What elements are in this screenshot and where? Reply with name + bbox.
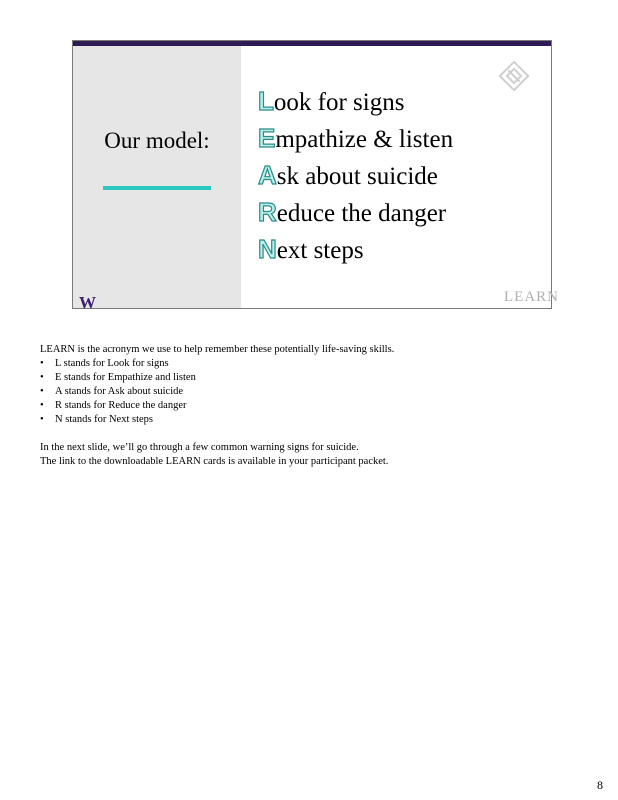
uw-logo-icon: W bbox=[79, 293, 96, 312]
bullet-icon: • bbox=[40, 358, 44, 369]
list-item bbox=[40, 371, 600, 385]
learn-item-n bbox=[258, 233, 453, 270]
learn-text: educe the danger bbox=[276, 200, 447, 227]
notes-spacer bbox=[40, 427, 600, 441]
learn-item-l bbox=[258, 85, 453, 122]
slide-left-panel bbox=[73, 46, 241, 312]
teal-underline bbox=[103, 186, 211, 190]
list-item bbox=[40, 399, 600, 413]
learn-letter: A bbox=[258, 160, 277, 190]
notes-closing-2: The link to the downloadable LEARN cards is available in your participant packet. bbox=[40, 456, 389, 467]
bullet-text: E stands for Empathize and listen bbox=[55, 372, 196, 383]
list-item bbox=[40, 357, 600, 371]
bullet-text: L stands for Look for signs bbox=[55, 358, 169, 369]
slide-thumbnail bbox=[72, 40, 559, 312]
learn-letter: L bbox=[258, 86, 274, 116]
notes-bullet-list bbox=[40, 357, 600, 427]
speaker-notes bbox=[40, 343, 600, 469]
notes-intro: LEARN is the acronym we use to help remember these potentially life-saving skills. bbox=[40, 344, 395, 355]
model-title: Our model: bbox=[104, 128, 210, 153]
diamond-logo-icon bbox=[495, 57, 533, 95]
bullet-icon: • bbox=[40, 386, 44, 397]
learn-text: sk about suicide bbox=[276, 163, 438, 190]
learn-item-e bbox=[258, 122, 453, 159]
bullet-icon: • bbox=[40, 400, 44, 411]
learn-item-r bbox=[258, 196, 453, 233]
learn-list bbox=[258, 85, 453, 270]
page-number: 8 bbox=[597, 778, 603, 792]
learn-letter: N bbox=[258, 234, 277, 264]
bullet-text: N stands for Next steps bbox=[55, 414, 153, 425]
learn-item-a bbox=[258, 159, 453, 196]
bullet-icon: • bbox=[40, 372, 44, 383]
notes-closing-1: In the next slide, we’ll go through a few common warning signs for suicide. bbox=[40, 442, 359, 453]
learn-text: ook for signs bbox=[273, 89, 405, 116]
learn-letter: E bbox=[258, 123, 276, 153]
list-item bbox=[40, 385, 600, 399]
learn-letter: R bbox=[258, 197, 277, 227]
learn-text: mpathize & listen bbox=[275, 126, 454, 153]
learn-text: ext steps bbox=[276, 237, 364, 264]
list-item bbox=[40, 413, 600, 427]
learn-footer-label: LEARN bbox=[504, 289, 559, 305]
bullet-text: R stands for Reduce the danger bbox=[55, 400, 187, 411]
bullet-icon: • bbox=[40, 414, 44, 425]
bullet-text: A stands for Ask about suicide bbox=[55, 386, 184, 397]
